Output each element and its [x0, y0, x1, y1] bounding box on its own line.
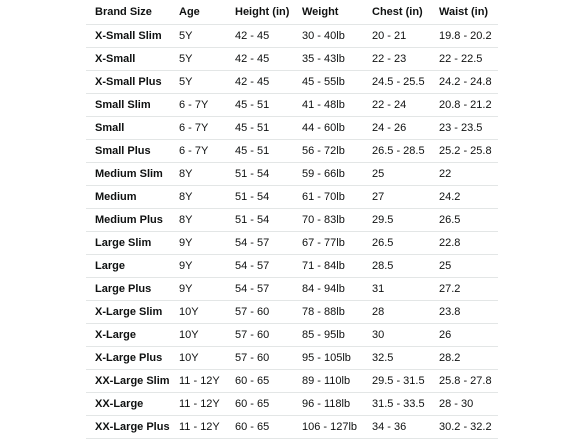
cell-brand-size: XX-Large Plus	[86, 416, 170, 439]
cell-chest: 22 - 23	[363, 48, 430, 71]
cell-weight: 89 - 110lb	[293, 370, 363, 393]
table-row	[86, 186, 498, 209]
cell-age: 10Y	[170, 301, 226, 324]
table-row	[86, 347, 498, 370]
header-weight: Weight	[293, 0, 363, 25]
cell-weight: 44 - 60lb	[293, 117, 363, 140]
cell-chest: 20 - 21	[363, 25, 430, 48]
table-row	[86, 209, 498, 232]
cell-age: 5Y	[170, 48, 226, 71]
cell-weight: 41 - 48lb	[293, 94, 363, 117]
cell-chest: 27	[363, 186, 430, 209]
cell-chest: 24.5 - 25.5	[363, 71, 430, 94]
header-chest: Chest (in)	[363, 0, 430, 25]
cell-waist: 28.2	[430, 347, 498, 370]
cell-age: 9Y	[170, 278, 226, 301]
table-row	[86, 48, 498, 71]
table-row	[86, 94, 498, 117]
cell-brand-size: Medium	[86, 186, 170, 209]
table-row	[86, 370, 498, 393]
cell-height: 60 - 65	[226, 393, 293, 416]
cell-waist: 22	[430, 163, 498, 186]
cell-height: 42 - 45	[226, 48, 293, 71]
cell-height: 57 - 60	[226, 347, 293, 370]
cell-waist: 27.2	[430, 278, 498, 301]
cell-weight: 45 - 55lb	[293, 71, 363, 94]
cell-chest: 26.5	[363, 232, 430, 255]
table-row	[86, 163, 498, 186]
cell-age: 8Y	[170, 186, 226, 209]
cell-age: 6 - 7Y	[170, 117, 226, 140]
cell-chest: 25	[363, 163, 430, 186]
cell-height: 57 - 60	[226, 301, 293, 324]
cell-waist: 23.8	[430, 301, 498, 324]
cell-chest: 22 - 24	[363, 94, 430, 117]
header-waist: Waist (in)	[430, 0, 498, 25]
cell-age: 9Y	[170, 232, 226, 255]
cell-age: 6 - 7Y	[170, 94, 226, 117]
cell-age: 8Y	[170, 163, 226, 186]
cell-weight: 70 - 83lb	[293, 209, 363, 232]
cell-chest: 29.5 - 31.5	[363, 370, 430, 393]
cell-age: 8Y	[170, 209, 226, 232]
cell-height: 51 - 54	[226, 163, 293, 186]
table-row	[86, 140, 498, 163]
cell-height: 45 - 51	[226, 94, 293, 117]
cell-chest: 32.5	[363, 347, 430, 370]
cell-waist: 26.5	[430, 209, 498, 232]
cell-age: 6 - 7Y	[170, 140, 226, 163]
cell-weight: 56 - 72lb	[293, 140, 363, 163]
cell-brand-size: XX-Large	[86, 393, 170, 416]
cell-age: 9Y	[170, 255, 226, 278]
cell-brand-size: X-Small Plus	[86, 71, 170, 94]
cell-brand-size: Small Slim	[86, 94, 170, 117]
cell-brand-size: X-Large Slim	[86, 301, 170, 324]
cell-waist: 25.8 - 27.8	[430, 370, 498, 393]
cell-waist: 20.8 - 21.2	[430, 94, 498, 117]
header-height: Height (in)	[226, 0, 293, 25]
cell-brand-size: X-Large	[86, 324, 170, 347]
cell-age: 11 - 12Y	[170, 416, 226, 439]
cell-age: 10Y	[170, 347, 226, 370]
cell-height: 54 - 57	[226, 255, 293, 278]
cell-chest: 26.5 - 28.5	[363, 140, 430, 163]
table-row	[86, 324, 498, 347]
cell-height: 54 - 57	[226, 232, 293, 255]
table-row	[86, 25, 498, 48]
table-row	[86, 117, 498, 140]
cell-chest: 28.5	[363, 255, 430, 278]
cell-weight: 59 - 66lb	[293, 163, 363, 186]
cell-weight: 61 - 70lb	[293, 186, 363, 209]
cell-chest: 30	[363, 324, 430, 347]
cell-chest: 29.5	[363, 209, 430, 232]
table-header-row	[86, 0, 498, 25]
cell-brand-size: Large	[86, 255, 170, 278]
cell-chest: 34 - 36	[363, 416, 430, 439]
cell-waist: 22 - 22.5	[430, 48, 498, 71]
cell-age: 5Y	[170, 25, 226, 48]
cell-height: 45 - 51	[226, 117, 293, 140]
cell-brand-size: Medium Slim	[86, 163, 170, 186]
header-age: Age	[170, 0, 226, 25]
cell-brand-size: Large Plus	[86, 278, 170, 301]
cell-waist: 22.8	[430, 232, 498, 255]
cell-weight: 96 - 118lb	[293, 393, 363, 416]
cell-brand-size: Large Slim	[86, 232, 170, 255]
cell-waist: 28 - 30	[430, 393, 498, 416]
cell-age: 11 - 12Y	[170, 370, 226, 393]
cell-height: 45 - 51	[226, 140, 293, 163]
cell-waist: 25.2 - 25.8	[430, 140, 498, 163]
cell-waist: 25	[430, 255, 498, 278]
table-row	[86, 278, 498, 301]
cell-brand-size: X-Small	[86, 48, 170, 71]
cell-weight: 95 - 105lb	[293, 347, 363, 370]
table-row	[86, 393, 498, 416]
cell-weight: 35 - 43lb	[293, 48, 363, 71]
size-chart-table	[86, 0, 498, 439]
table-row	[86, 301, 498, 324]
cell-weight: 67 - 77lb	[293, 232, 363, 255]
cell-waist: 19.8 - 20.2	[430, 25, 498, 48]
cell-chest: 31	[363, 278, 430, 301]
cell-chest: 28	[363, 301, 430, 324]
cell-weight: 85 - 95lb	[293, 324, 363, 347]
cell-age: 11 - 12Y	[170, 393, 226, 416]
cell-height: 51 - 54	[226, 186, 293, 209]
cell-age: 5Y	[170, 71, 226, 94]
cell-waist: 30.2 - 32.2	[430, 416, 498, 439]
cell-waist: 26	[430, 324, 498, 347]
cell-chest: 24 - 26	[363, 117, 430, 140]
table-row	[86, 255, 498, 278]
cell-brand-size: X-Small Slim	[86, 25, 170, 48]
cell-weight: 30 - 40lb	[293, 25, 363, 48]
cell-age: 10Y	[170, 324, 226, 347]
table-body	[86, 25, 498, 439]
cell-weight: 78 - 88lb	[293, 301, 363, 324]
cell-weight: 106 - 127lb	[293, 416, 363, 439]
table-row	[86, 416, 498, 439]
cell-height: 54 - 57	[226, 278, 293, 301]
cell-waist: 24.2 - 24.8	[430, 71, 498, 94]
cell-height: 57 - 60	[226, 324, 293, 347]
cell-brand-size: XX-Large Slim	[86, 370, 170, 393]
table-row	[86, 232, 498, 255]
cell-brand-size: Small Plus	[86, 140, 170, 163]
cell-brand-size: Small	[86, 117, 170, 140]
cell-brand-size: Medium Plus	[86, 209, 170, 232]
cell-height: 60 - 65	[226, 416, 293, 439]
cell-weight: 71 - 84lb	[293, 255, 363, 278]
cell-height: 42 - 45	[226, 71, 293, 94]
cell-height: 42 - 45	[226, 25, 293, 48]
cell-height: 51 - 54	[226, 209, 293, 232]
header-brand-size: Brand Size	[86, 0, 170, 25]
cell-chest: 31.5 - 33.5	[363, 393, 430, 416]
table-row	[86, 71, 498, 94]
cell-waist: 23 - 23.5	[430, 117, 498, 140]
cell-waist: 24.2	[430, 186, 498, 209]
cell-brand-size: X-Large Plus	[86, 347, 170, 370]
cell-weight: 84 - 94lb	[293, 278, 363, 301]
cell-height: 60 - 65	[226, 370, 293, 393]
